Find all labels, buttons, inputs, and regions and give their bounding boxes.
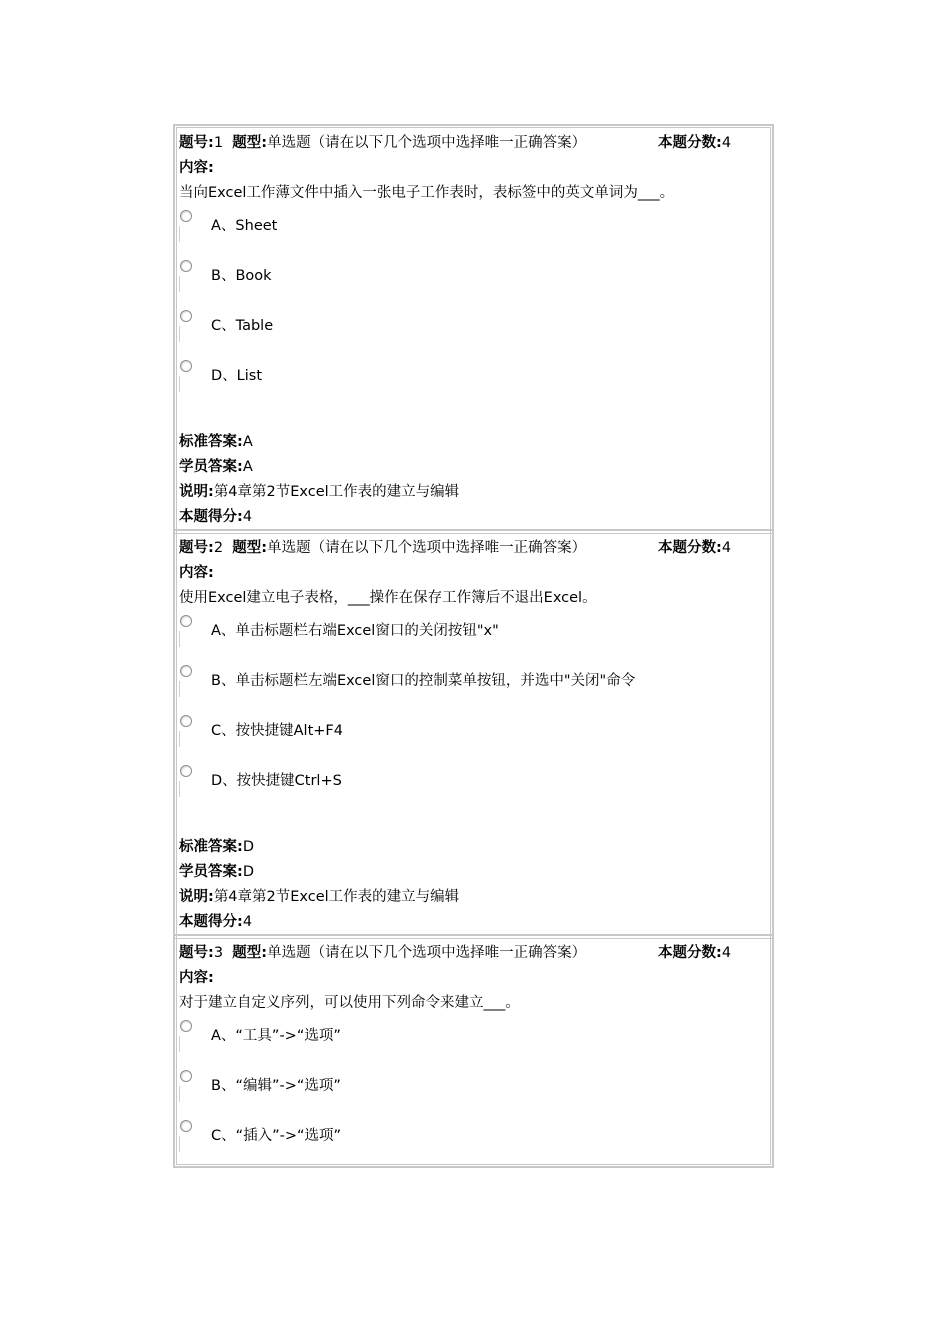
qtype-label: 题型: — [232, 540, 268, 556]
note-value: 第4章第2节Excel工作表的建立与编辑 — [213, 484, 460, 500]
note-label: 说明: — [179, 889, 214, 905]
question-text: 当向Excel工作薄文件中插入一张电子工作表时，表标签中的英文单词为___。 — [179, 185, 675, 201]
question-separator — [175, 934, 772, 939]
option-c-label: C、Table — [211, 318, 274, 334]
radio-divider — [179, 731, 180, 747]
qtype-value: 单选题（请在以下几个选项中选择唯一正确答案） — [267, 540, 587, 556]
qtype-label: 题型: — [232, 945, 268, 961]
qnum-label: 题号: — [179, 135, 214, 151]
note-label: 说明: — [179, 484, 214, 500]
points-value: 4 — [721, 135, 732, 151]
score-label: 本题得分: — [179, 509, 243, 525]
stu-answer-label: 学员答案: — [179, 864, 243, 880]
explanation — [179, 483, 459, 501]
points-label: 本题分数: — [658, 540, 722, 556]
option-c-radio[interactable] — [180, 1120, 192, 1132]
option-b-radio[interactable] — [180, 1070, 192, 1082]
question-text: 对于建立自定义序列，可以使用下列命令来建立___。 — [179, 995, 520, 1011]
points — [658, 944, 731, 962]
std-answer-label: 标准答案: — [179, 434, 243, 450]
radio-divider — [179, 276, 180, 292]
student-answer — [179, 458, 253, 476]
option-b-label: B、Book — [211, 268, 272, 284]
radio-divider — [179, 1136, 180, 1152]
option-c-label: C、“插入”->“选项” — [211, 1128, 342, 1144]
earned-score — [179, 913, 252, 931]
qtype-label: 题型: — [232, 135, 268, 151]
option-b-radio[interactable] — [180, 665, 192, 677]
points-value: 4 — [721, 945, 732, 961]
score-label: 本题得分: — [179, 914, 243, 930]
student-answer — [179, 863, 254, 881]
standard-answer — [179, 433, 253, 451]
question-separator — [175, 529, 772, 534]
option-c-radio[interactable] — [180, 715, 192, 727]
question-header — [179, 944, 586, 962]
option-b-label: B、“编辑”->“选项” — [211, 1078, 341, 1094]
content-label: 内容: — [179, 970, 214, 986]
stu-answer-value: A — [242, 459, 253, 475]
qtype-value: 单选题（请在以下几个选项中选择唯一正确答案） — [267, 945, 587, 961]
radio-divider — [179, 1086, 180, 1102]
radio-divider — [179, 631, 180, 647]
stu-answer-value: D — [242, 864, 254, 880]
option-d-label: D、List — [211, 368, 263, 384]
question-text: 使用Excel建立电子表格，___操作在保存工作簿后不退出Excel。 — [179, 590, 597, 606]
radio-divider — [179, 1036, 180, 1052]
option-a-radio[interactable] — [180, 1020, 192, 1032]
stu-answer-label: 学员答案: — [179, 459, 243, 475]
note-value: 第4章第2节Excel工作表的建立与编辑 — [213, 889, 460, 905]
option-b-label: B、单击标题栏左端Excel窗口的控制菜单按钮，并选中"关闭"命令 — [211, 673, 636, 689]
radio-divider — [179, 326, 180, 342]
option-a-label: A、单击标题栏右端Excel窗口的关闭按钮"x" — [211, 623, 499, 639]
content-label: 内容: — [179, 160, 214, 176]
std-answer-value: D — [242, 839, 254, 855]
option-a-radio[interactable] — [180, 615, 192, 627]
points-label: 本题分数: — [658, 135, 722, 151]
points-value: 4 — [721, 540, 732, 556]
question-header — [179, 539, 586, 557]
score-value: 4 — [242, 509, 253, 525]
qnum-value: 2 — [213, 540, 224, 556]
content-label: 内容: — [179, 565, 214, 581]
explanation — [179, 888, 459, 906]
std-answer-value: A — [242, 434, 253, 450]
qnum-label: 题号: — [179, 945, 214, 961]
earned-score — [179, 508, 252, 526]
option-b-radio[interactable] — [180, 260, 192, 272]
standard-answer — [179, 838, 254, 856]
option-d-radio[interactable] — [180, 765, 192, 777]
radio-divider — [179, 781, 180, 797]
radio-divider — [179, 226, 180, 242]
qnum-value: 3 — [213, 945, 224, 961]
points — [658, 539, 731, 557]
qtype-value: 单选题（请在以下几个选项中选择唯一正确答案） — [267, 135, 587, 151]
option-d-label: D、按快捷键Ctrl+S — [211, 773, 342, 789]
std-answer-label: 标准答案: — [179, 839, 243, 855]
quiz-frame — [173, 124, 774, 1168]
radio-divider — [179, 681, 180, 697]
radio-divider — [179, 376, 180, 392]
option-d-radio[interactable] — [180, 360, 192, 372]
points-label: 本题分数: — [658, 945, 722, 961]
score-value: 4 — [242, 914, 253, 930]
qnum-label: 题号: — [179, 540, 214, 556]
option-c-radio[interactable] — [180, 310, 192, 322]
option-a-radio[interactable] — [180, 210, 192, 222]
qnum-value: 1 — [213, 135, 224, 151]
option-a-label: A、Sheet — [211, 218, 278, 234]
points — [658, 134, 731, 152]
option-a-label: A、“工具”->“选项” — [211, 1028, 341, 1044]
option-c-label: C、按快捷键Alt+F4 — [211, 723, 343, 739]
question-header — [179, 134, 586, 152]
